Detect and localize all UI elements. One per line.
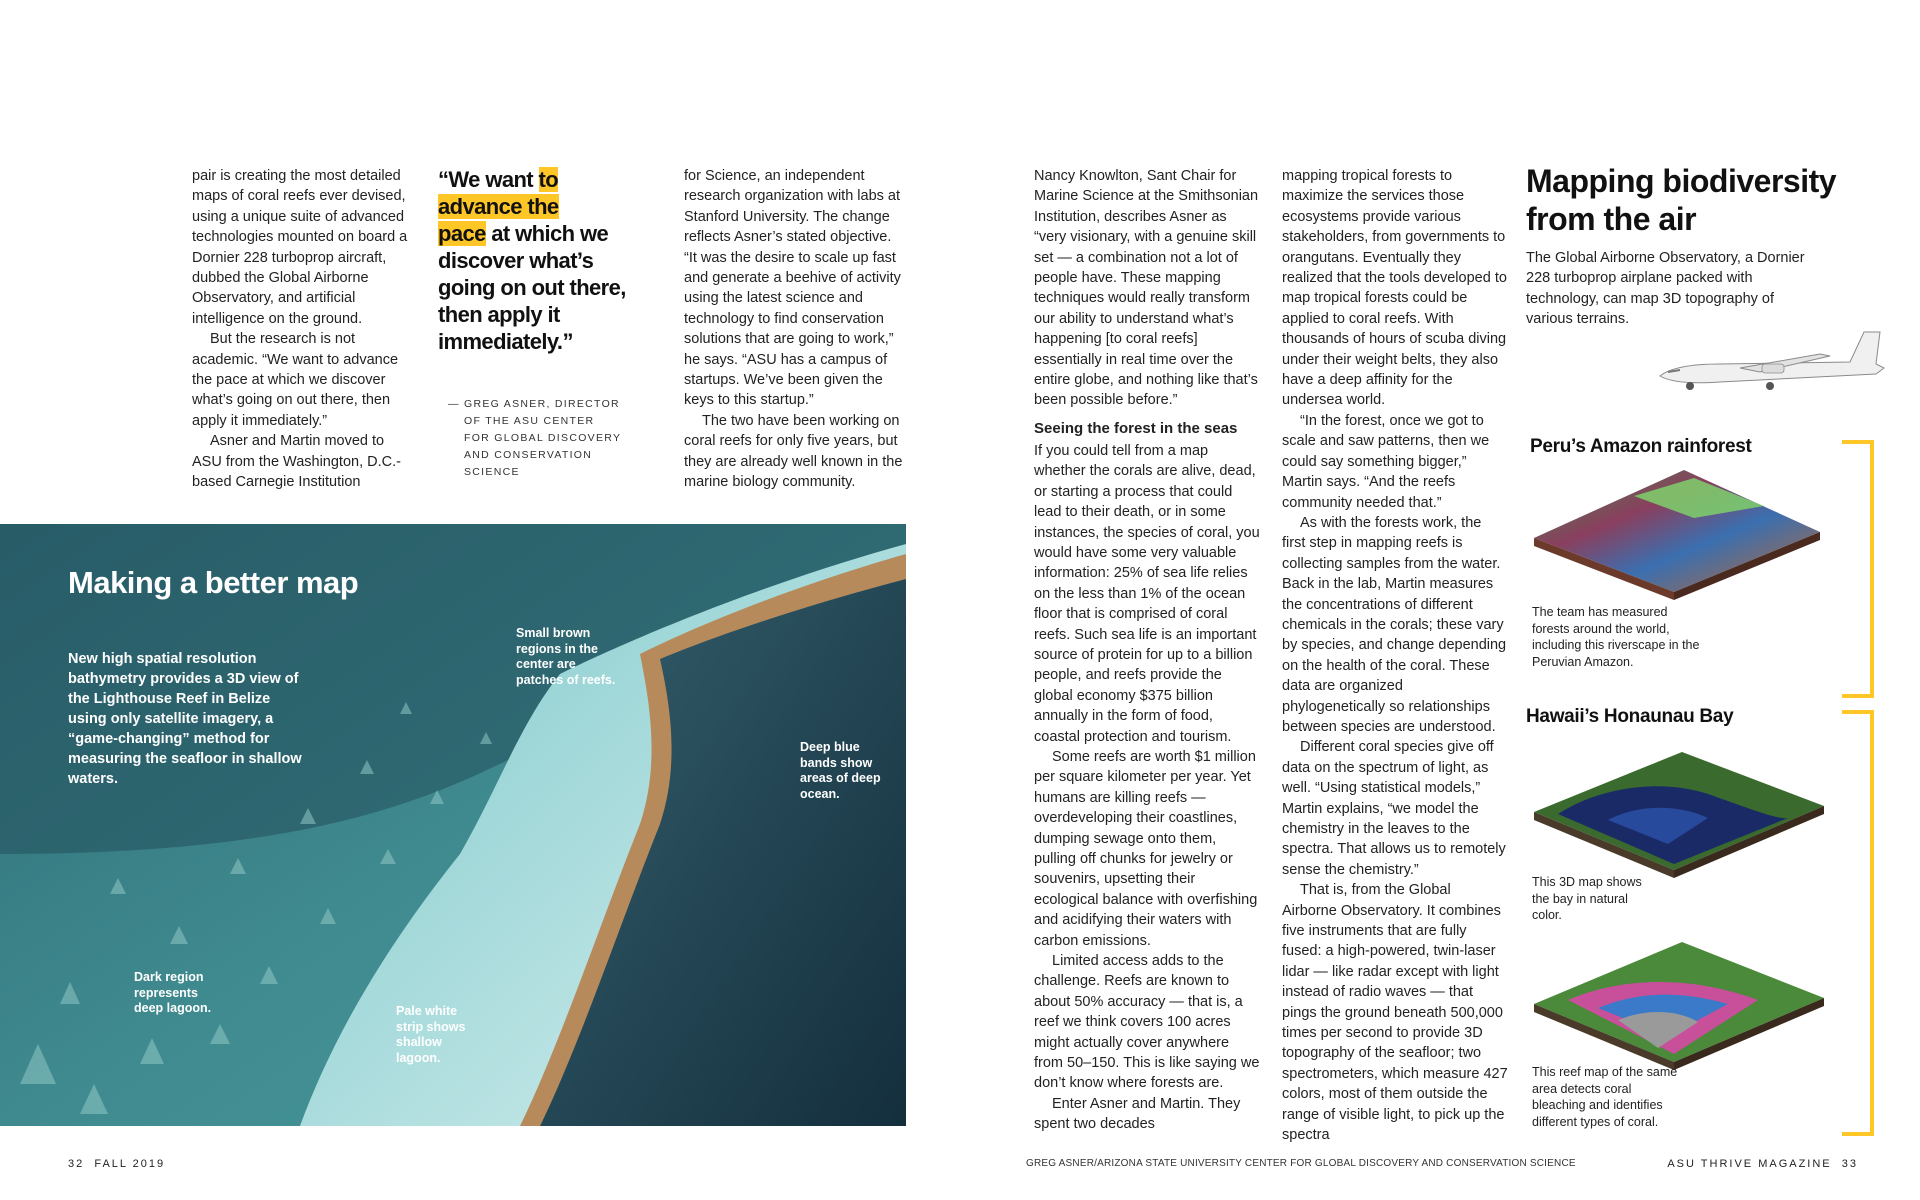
peru-caption: The team has measured forests around the world, including this riverscape in the Peruvian Amazon. [1532,605,1700,669]
paragraph: Asner and Martin moved to ASU from the Washington, D.C.-based Carnegie Institution [192,433,401,491]
section-heading: Seeing the forest in the seas [1034,419,1238,437]
footer-right: ASU THRIVE MAGAZINE 33 [1667,1158,1858,1170]
paragraph: Different coral species give off data on the spectrum of light, as well. “Using statistical models,” Martin explains, “we model the chemistry in the leaves to the spectra. That allows us to remotely sense the chemistry.” [1282,739,1506,878]
sidebar-title: Mapping biodiversity from the air [1526,163,1837,237]
hawaii-caption-1: This 3D map shows the bay in natural color. [1532,875,1642,922]
peru-terrain-map [1524,466,1824,600]
article-column-1 [192,166,410,493]
hawaii-bracket [1842,710,1874,1136]
paragraph: Limited access adds to the challenge. Reefs are known to about 50% accuracy — that is, a reef we think covers 100 acres might actually cover anywhere from 50–150. This is like saying we don’t know where forests are. [1034,953,1260,1092]
reef-title: Making a better map [68,565,359,600]
article-column-5 [1282,166,1508,1146]
pull-quote-attribution [448,396,623,481]
footer-left: 32 FALL 2019 [68,1158,166,1170]
attribution-line: AND CONSERVATION [464,449,593,461]
pull-quote-text: at which we discover what’s going on out there, then apply it immediately.” [438,221,626,354]
pull-quote [438,166,628,355]
paragraph: If you could tell from a map whether the corals are alive, dead, or starting a process that could lead to their death, or in some instances, the species of coral, you would have some very valuable information: 25% of sea life relies on the less than 1% of the ocean floor that is comprised of coral reefs. Such sea life is an important source of protein for up to a billion people, and reefs provide the global economy $375 billion annually in the form of food, coastal protection and tourism. [1034,442,1260,745]
pull-quote-highlight: to [538,167,559,192]
airplane-illustration [1650,328,1890,404]
paragraph: That is, from the Global Airborne Observatory. It combines five instruments that are fully fused: a high-powered, twin-laser lidar — like radar except with light instead of radio waves — that pings the ground beneath 500,000 times per second to provide 3D topography of the seafloor; two spectrometers, which measure 427 colors, most of them outside the range of visible light, to pick up the spectra [1282,882,1508,1144]
hawaii-caption-2: This reef map of the same area detects coral bleaching and identifies different types of coral. [1532,1065,1678,1129]
paragraph: As with the forests work, the first step in mapping reefs is collecting samples from the water. Back in the lab, Martin measures the concentrations of different chemicals in the corals; these vary by species, and change depending on the health of the coral. These data are organized phylogenetically so relationships between species are understood. [1282,514,1507,735]
photo-credit: GREG ASNER/ARIZONA STATE UNIVERSITY CENTER FOR GLOBAL DISCOVERY AND CONSERVATION SCIENCE [1026,1158,1576,1169]
attribution-line: SCIENCE [464,466,520,478]
reef-bathymetry-image [0,524,906,1126]
attribution-line: — GREG ASNER, DIRECTOR [448,398,620,410]
article-column-4 [1034,166,1260,1135]
note-brown-regions: Small brown regions in the center are patches of reefs. [516,626,616,687]
note-dark-region: Dark region represents deep lagoon. [134,970,212,1015]
paragraph: Enter Asner and Martin. They spent two decades [1034,1095,1241,1133]
paragraph: mapping tropical forests to maximize the services those ecosystems provide various stakeholders, from governments to orangutans. Eventually they realized that the tools developed to map tropical forests could be applied to coral reefs. With thousands of hours of scuba diving under their weight belts, they also have a deep affinity for the undersea world. [1282,168,1507,409]
paragraph: But the research is not academic. “We want to advance the pace at which we discover what’s going on out there, then apply it immediately.” [192,331,399,429]
article-column-3 [684,166,906,493]
paragraph: The two have been working on coral reefs for only five years, but they are already well known in the marine biology community. [684,412,903,491]
attribution-line: OF THE ASU CENTER [464,415,595,427]
peru-heading: Peru’s Amazon rainforest [1530,436,1752,457]
paragraph: for Science, an independent research organization with labs at Stanford University. The change reflects Asner’s stated objective. “It was the desire to scale up fast and generate a beehive of activity using the latest science and technology to find conservation solutions that are going to work,” he says. “ASU has a campus of startups. We’ve been given the keys to this startup.” [684,168,901,409]
paragraph: Nancy Knowlton, Sant Chair for Marine Science at the Smithsonian Institution, describes Asner as “very visionary, with a genuine skill set — a combination not a lot of people have. These mapping techniques would really transform our ability to understand what’s happening [to coral reefs] essentially in real time over the entire globe, and nothing like that’s been possible before.” [1034,168,1259,409]
hawaii-reef-map [1528,938,1828,1070]
paragraph: pair is creating the most detailed maps of coral reefs ever devised, using a unique suite of advanced technologies mounted on board a Dornier 228 turboprop aircraft, dubbed the Global Airborne Observatory, and artificial intelligence on the ground. [192,168,408,327]
hawaii-heading: Hawaii’s Honaunau Bay [1526,706,1734,727]
pull-quote-highlight: pace [438,221,486,246]
reef-description: New high spatial resolution bathymetry provides a 3D view of the Lighthouse Reef in Belize using only satellite imagery, a “game-changing” method for measuring the seafloor in shallow waters. [68,651,302,787]
note-pale-strip: Pale white strip shows shallow lagoon. [396,1004,466,1065]
pull-quote-text: “We want [438,167,539,192]
paragraph: “In the forest, once we got to scale and saw patterns, then we could say something bigger,” Martin says. “And the reefs community needed that.” [1282,412,1490,511]
paragraph: Some reefs are worth $1 million per square kilometer per year. Yet humans are killing reefs — overdeveloping their coastlines, dumping sewage onto them, pulling off chunks for jewelry or souvenirs, upsetting their ecological balance with overfishing and acidifying their waters with carbon emissions. [1034,748,1258,949]
note-deep-blue: Deep blue bands show areas of deep ocean. [800,740,881,801]
hawaii-natural-color-map [1528,748,1828,878]
peru-bracket [1842,440,1874,698]
attribution-line: FOR GLOBAL DISCOVERY [464,432,622,444]
pull-quote-highlight: advance the [438,194,559,219]
sidebar-description: The Global Airborne Observatory, a Dornier 228 turboprop airplane packed with technology, can map 3D topography of various terrains. [1526,250,1805,328]
